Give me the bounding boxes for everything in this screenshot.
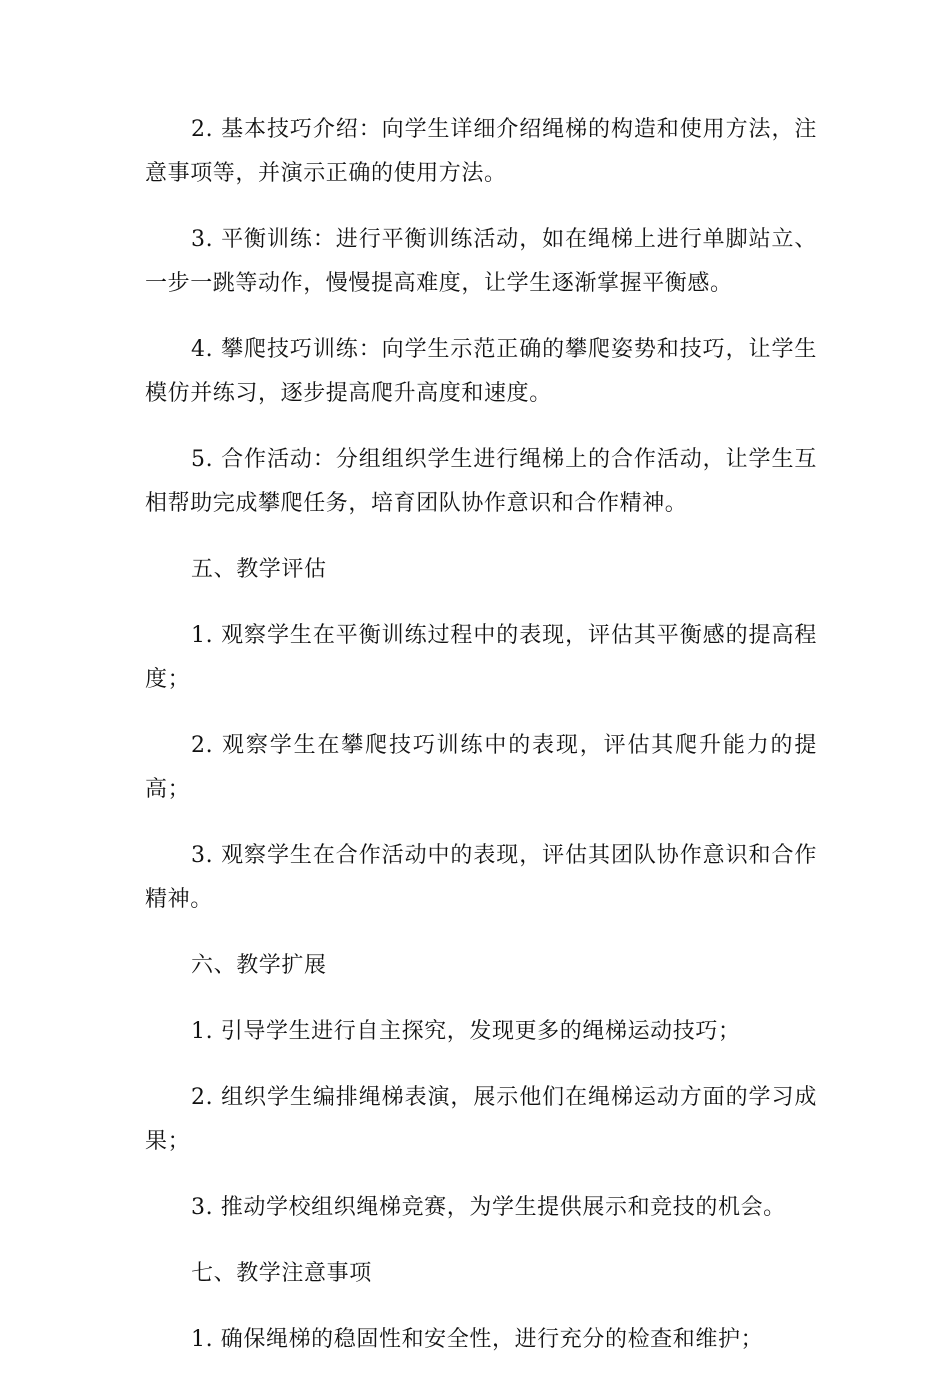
paragraph-climbing-training: 4. 攀爬技巧训练：向学生示范正确的攀爬姿势和技巧，让学生模仿并练习，逐步提高爬升高度和速度。 bbox=[145, 337, 817, 406]
paragraph-evaluation-2: 2. 观察学生在攀爬技巧训练中的表现，评估其爬升能力的提高； bbox=[145, 733, 817, 802]
paragraph-extension-1: 1. 引导学生进行自主探究，发现更多的绳梯运动技巧； bbox=[191, 1019, 741, 1044]
paragraph-evaluation-1: 1. 观察学生在平衡训练过程中的表现，评估其平衡感的提高程度； bbox=[145, 623, 817, 692]
paragraph-extension-3: 3. 推动学校组织绳梯竞赛，为学生提供展示和竞技的机会。 bbox=[191, 1195, 786, 1220]
paragraph-evaluation-3: 3. 观察学生在合作活动中的表现，评估其团队协作意识和合作精神。 bbox=[145, 843, 817, 912]
section-heading-precautions: 七、教学注意事项 bbox=[191, 1261, 372, 1286]
section-heading-extension: 六、教学扩展 bbox=[191, 953, 327, 978]
document-body bbox=[145, 108, 817, 1384]
paragraph-balance-training: 3. 平衡训练：进行平衡训练活动，如在绳梯上进行单脚站立、一步一跳等动作，慢慢提高难度，让学生逐渐掌握平衡感。 bbox=[145, 227, 817, 296]
paragraph-extension-2: 2. 组织学生编排绳梯表演，展示他们在绳梯运动方面的学习成果； bbox=[145, 1085, 817, 1154]
paragraph-precaution-1: 1. 确保绳梯的稳固性和安全性，进行充分的检查和维护； bbox=[191, 1327, 764, 1352]
paragraph-basic-skills: 2. 基本技巧介绍：向学生详细介绍绳梯的构造和使用方法，注意事项等，并演示正确的使用方法。 bbox=[145, 117, 817, 186]
section-heading-evaluation: 五、教学评估 bbox=[191, 557, 327, 582]
paragraph-cooperation-activity: 5. 合作活动：分组组织学生进行绳梯上的合作活动，让学生互相帮助完成攀爬任务，培育团队协作意识和合作精神。 bbox=[145, 447, 817, 516]
